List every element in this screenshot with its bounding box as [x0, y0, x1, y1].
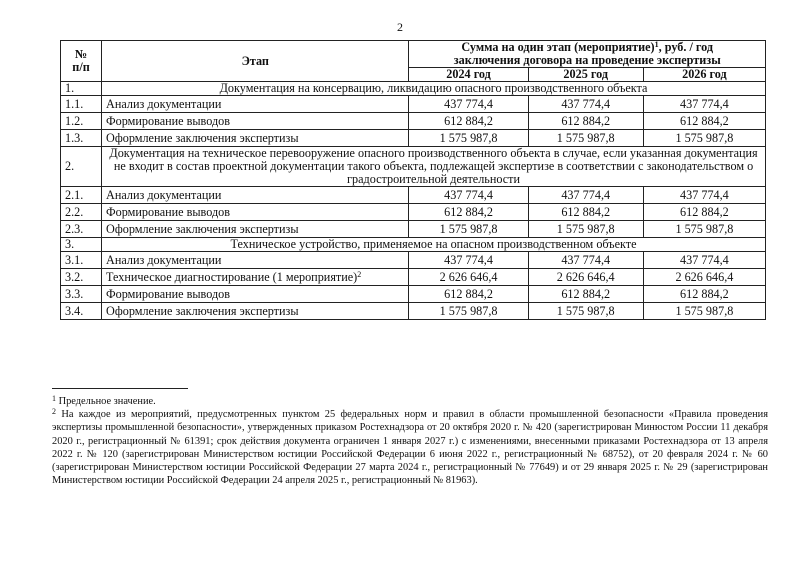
footnote	[52, 395, 768, 408]
value-2026: 1 575 987,8	[643, 303, 765, 320]
table-row	[61, 269, 766, 286]
footnote-text: На каждое из мероприятий, предусмотренных пунктом 25 федеральных норм и правил в области промышленной безопасности «Правила проведения экспертизы промышленной безопасности», утвержденных приказом Ростехнадзора от 20 октября 2020 г. № 420 (зарегистрирован Минюстом России 11 декабря 2020 г., регистрационный № 61391; срок действия документа ограничен 1 января 2027 г.) с изменениями, внесенными приказами Ростехнадзора от 13 апреля 2022 г. № 120 (зарегистрирован Министерством юстиции Российской Федерации 6 июня 2022 г., регистрационный № 68752), от 20 февраля 2024 г. № 60 (зарегистрирован Министерством юстиции Российской Федерации 27 марта 2024 г., регистрационный № 77649) и от 29 января 2025 г. № 29 (зарегистрирован Министерством юстиции Российской Федерации 24 апреля 2025 г., регистрационный № 81963).	[52, 409, 768, 487]
stage-cell	[102, 96, 409, 113]
row-num: 1.2.	[61, 113, 102, 130]
row-num: 1.1.	[61, 96, 102, 113]
stage-label: Оформление заключения экспертизы	[106, 130, 299, 145]
table-row	[61, 204, 766, 221]
section-row	[61, 147, 766, 187]
stage-cell	[102, 303, 409, 320]
stage-cell	[102, 204, 409, 221]
header-sum-label: Сумма на один этап (мероприятие)	[461, 40, 655, 54]
row-num: 3.3.	[61, 286, 102, 303]
header-num-label: №	[74, 47, 88, 61]
header-sum-subtitle: заключения договора на проведение экспертизы	[453, 53, 721, 67]
section-num: 1.	[61, 82, 102, 96]
row-num: 3.2.	[61, 269, 102, 286]
stage-label: Анализ документации	[106, 252, 222, 267]
footnote-ref: 2	[357, 269, 362, 279]
stage-cell	[102, 187, 409, 204]
row-num: 2.1.	[61, 187, 102, 204]
header-year: 2024 год	[409, 68, 528, 82]
table-row	[61, 286, 766, 303]
header-sum-unit: , руб. / год	[658, 40, 714, 54]
page-number: 2	[397, 20, 403, 34]
header-num	[61, 41, 102, 82]
value-2025: 2 626 646,4	[528, 269, 643, 286]
table-row	[61, 187, 766, 204]
value-2025: 1 575 987,8	[528, 221, 643, 238]
stage-cell	[102, 252, 409, 269]
value-2025: 612 884,2	[528, 286, 643, 303]
value-2024: 437 774,4	[409, 187, 528, 204]
value-2026: 1 575 987,8	[643, 221, 765, 238]
value-2024: 437 774,4	[409, 252, 528, 269]
row-num: 2.2.	[61, 204, 102, 221]
footnotes	[52, 388, 768, 487]
table-row	[61, 113, 766, 130]
value-2025: 612 884,2	[528, 204, 643, 221]
value-2026: 437 774,4	[643, 187, 765, 204]
stage-label: Формирование выводов	[106, 113, 231, 128]
header-year: 2025 год	[528, 68, 643, 82]
row-num: 1.3.	[61, 130, 102, 147]
table-row	[61, 96, 766, 113]
value-2025: 612 884,2	[528, 113, 643, 130]
value-2026: 612 884,2	[643, 286, 765, 303]
stage-label: Формирование выводов	[106, 204, 231, 219]
value-2026: 437 774,4	[643, 252, 765, 269]
value-2026: 1 575 987,8	[643, 130, 765, 147]
stage-label: Анализ документации	[106, 96, 222, 111]
value-2024: 612 884,2	[409, 113, 528, 130]
value-2025: 437 774,4	[528, 96, 643, 113]
value-2025: 1 575 987,8	[528, 303, 643, 320]
table-row	[61, 303, 766, 320]
cost-table	[60, 40, 766, 320]
value-2026: 612 884,2	[643, 204, 765, 221]
footnote-mark: 2	[52, 407, 56, 417]
header-num-label-2: п/п	[72, 60, 90, 74]
value-2024: 437 774,4	[409, 96, 528, 113]
value-2024: 1 575 987,8	[409, 130, 528, 147]
table-row	[61, 130, 766, 147]
row-num: 2.3.	[61, 221, 102, 238]
section-title: Документация на консервацию, ликвидацию опасного производственного объекта	[102, 82, 766, 96]
stage-cell	[102, 130, 409, 147]
value-2024: 2 626 646,4	[409, 269, 528, 286]
section-num: 3.	[61, 238, 102, 252]
footnote-mark: 1	[52, 394, 56, 403]
header-stage: Этап	[102, 41, 409, 82]
value-2026: 2 626 646,4	[643, 269, 765, 286]
row-num: 3.4.	[61, 303, 102, 320]
section-title: Документация на техническое перевооружение опасного производственного объекта в случае, если указанная документация не входит в состав проектной документации такого объекта, подлежащей экспертизе в соответствии с законодательством о градостроительной деятельности	[102, 147, 766, 187]
value-2024: 1 575 987,8	[409, 303, 528, 320]
section-title: Техническое устройство, применяемое на опасном производственном объекте	[102, 238, 766, 252]
section-row	[61, 82, 766, 96]
stage-label: Оформление заключения экспертизы	[106, 221, 299, 236]
header-sum	[409, 41, 766, 68]
stage-cell	[102, 221, 409, 238]
value-2024: 612 884,2	[409, 286, 528, 303]
header-year: 2026 год	[643, 68, 765, 82]
footnote	[52, 408, 768, 487]
value-2024: 612 884,2	[409, 204, 528, 221]
value-2025: 437 774,4	[528, 252, 643, 269]
stage-label: Техническое диагностирование (1 мероприятие)	[106, 269, 358, 284]
footnote-text: Предельное значение.	[56, 396, 156, 407]
value-2026: 612 884,2	[643, 113, 765, 130]
stage-label: Анализ документации	[106, 187, 222, 202]
value-2026: 437 774,4	[643, 96, 765, 113]
section-num: 2.	[61, 147, 102, 187]
stage-cell	[102, 269, 409, 286]
table-row	[61, 252, 766, 269]
value-2024: 1 575 987,8	[409, 221, 528, 238]
value-2025: 1 575 987,8	[528, 130, 643, 147]
row-num: 3.1.	[61, 252, 102, 269]
value-2025: 437 774,4	[528, 187, 643, 204]
section-row	[61, 238, 766, 252]
table-body	[61, 82, 766, 320]
stage-label: Оформление заключения экспертизы	[106, 303, 299, 318]
footnote-ref: 1	[654, 40, 659, 49]
stage-label: Формирование выводов	[106, 286, 231, 301]
table-row	[61, 221, 766, 238]
footnote-divider	[52, 388, 188, 389]
stage-cell	[102, 113, 409, 130]
stage-cell	[102, 286, 409, 303]
table-header-row	[61, 41, 766, 68]
